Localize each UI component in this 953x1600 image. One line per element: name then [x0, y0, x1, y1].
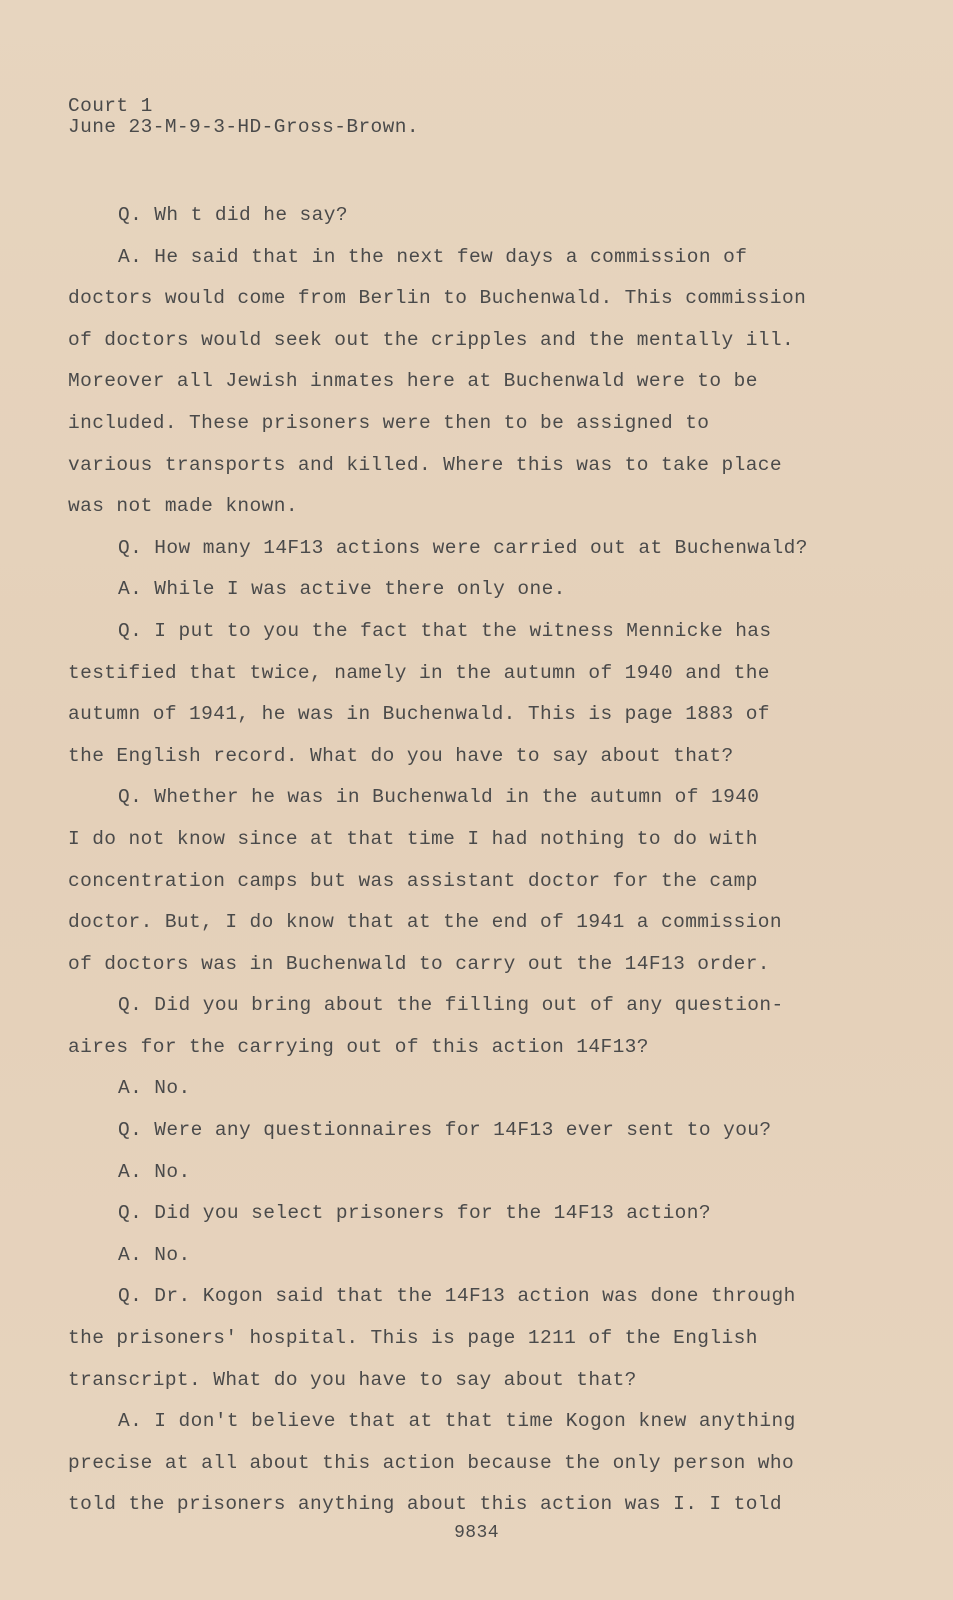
transcript-line: doctor. But, I do know that at the end of 1941 a commission	[68, 911, 783, 934]
transcript-line: concentration camps but was assistant doctor for the camp	[68, 869, 758, 892]
transcript-line: A. He said that in the next few days a commission of	[118, 245, 748, 268]
transcript-line: aires for the carrying out of this action 14F13?	[68, 1035, 649, 1058]
transcript-line: of doctors would seek out the cripples and the mentally ill.	[68, 328, 795, 351]
transcript-line: I do not know since at that time I had nothing to do with	[68, 827, 758, 850]
transcript-line: transcript. What do you have to say about that?	[68, 1368, 637, 1391]
transcript-line: Q. Did you select prisoners for the 14F13 action?	[118, 1202, 711, 1225]
transcript-line: was not made known.	[68, 495, 298, 518]
transcript-line: autumn of 1941, he was in Buchenwald. This is page 1883 of	[68, 703, 770, 726]
transcript-line: told the prisoners anything about this action was I. I told	[68, 1493, 783, 1516]
transcript-line: Moreover all Jewish inmates here at Buchenwald were to be	[68, 370, 758, 393]
transcript-line: the English record. What do you have to say about that?	[68, 744, 734, 767]
transcript-line: Q. Were any questionnaires for 14F13 ever sent to you?	[118, 1119, 772, 1142]
session-reference: June 23-M-9-3-HD-Gross-Brown.	[68, 116, 419, 138]
transcript-line: testified that twice, namely in the autumn of 1940 and the	[68, 661, 770, 684]
transcript-line: A. I don't believe that at that time Kogon knew anything	[118, 1410, 796, 1433]
page-number: 9834	[454, 1523, 499, 1543]
transcript-line: Q. Whether he was in Buchenwald in the autumn of 1940	[118, 786, 760, 809]
transcript-line: precise at all about this action because the only person who	[68, 1451, 795, 1474]
transcript-line: A. No.	[118, 1077, 191, 1100]
transcript-line: Q. Wh t did he say?	[118, 204, 348, 226]
transcript-line: A. No.	[118, 1160, 191, 1183]
transcript-body	[68, 195, 833, 1526]
transcript-line: Q. Did you bring about the filling out of any question-	[118, 994, 784, 1017]
transcript-line: Q. How many 14F13 actions were carried out at Buchenwald?	[118, 536, 808, 559]
transcript-line: various transports and killed. Where this was to take place	[68, 453, 783, 476]
transcript-line: doctors would come from Berlin to Buchenwald. This commission	[68, 287, 807, 310]
transcript-line: the prisoners' hospital. This is page 1211 of the English	[68, 1327, 758, 1350]
transcript-line: A. No.	[118, 1243, 191, 1266]
transcript-line: of doctors was in Buchenwald to carry out the 14F13 order.	[68, 952, 770, 975]
document-header	[68, 96, 833, 138]
court-label: Court 1	[68, 95, 153, 117]
transcript-line: Q. Dr. Kogon said that the 14F13 action was done through	[118, 1285, 796, 1308]
transcript-line: Q. I put to you the fact that the witness Mennicke has	[118, 619, 772, 642]
transcript-line: A. While I was active there only one.	[118, 578, 566, 601]
transcript-line: included. These prisoners were then to be assigned to	[68, 411, 710, 434]
